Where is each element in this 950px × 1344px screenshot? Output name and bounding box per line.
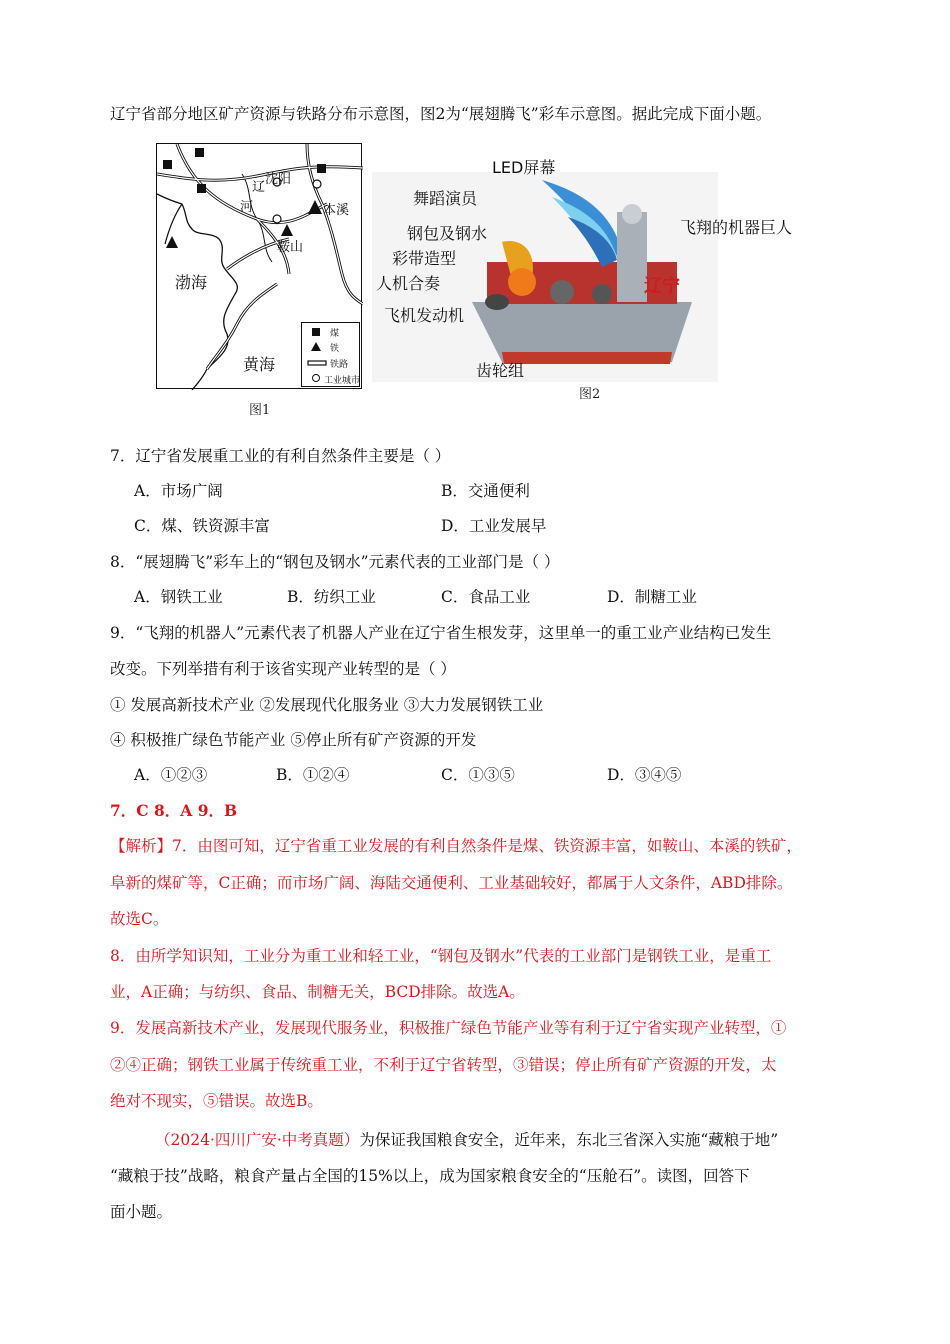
coal-marker — [163, 160, 172, 169]
fig2-label-ladle: 钢包及钢水 — [407, 224, 488, 243]
legend-coal-label: 煤 — [330, 329, 340, 339]
fig2-label-dancer: 舞蹈演员 — [413, 189, 478, 208]
analysis-line2: 阜新的煤矿等，C正确；而市场广阔、海陆交通便利、工业基础较好，都属于人文条件，ABD排除。 — [110, 874, 793, 892]
q9-stem-line1: 9．“飞翔的机器人”元素代表了机器人产业在辽宁省生根发芽，这里单一的重工业产业结构已发生 — [110, 624, 772, 642]
q9-option-b: B．①②④ — [276, 766, 350, 784]
legend-railway-label: 铁路 — [330, 360, 349, 370]
city-marker — [313, 180, 321, 188]
legend-iron-label: 铁 — [330, 344, 340, 354]
fig2-label-engine: 飞机发动机 — [384, 306, 465, 325]
figure2-caption: 图2 — [579, 387, 601, 402]
map-label-huanghai: 黄海 — [243, 355, 276, 374]
q9-stem-line2: 改变。下列举措有利于该省实现产业转型的是（ ） — [110, 660, 456, 678]
map-label-liao: 辽 — [252, 180, 266, 195]
q9-items-line1: ① 发展高新技术产业 ②发展现代化服务业 ③大力发展钢铁工业 — [110, 696, 544, 714]
legend-iron-icon — [311, 342, 321, 351]
q9-option-d: D．③④⑤ — [607, 766, 682, 784]
intro-text: 辽宁省部分地区矿产资源与铁路分布示意图，图2为“展翅腾飞”彩车示意图。据此完成下面小题。 — [110, 105, 772, 123]
q8-option-a: A．钢铁工业 — [134, 588, 223, 606]
coal-marker — [317, 164, 326, 173]
legend-coal-icon — [312, 328, 320, 336]
coal-marker — [197, 184, 206, 193]
next-intro-line2: “藏粮于技”战略，粮食产量占全国的15%以上，成为国家粮食安全的“压舱石”。读图，回答下 — [110, 1167, 750, 1185]
q8-stem: 8．“展翅腾飞”彩车上的“钢包及钢水”元素代表的工业部门是（ ） — [110, 553, 560, 571]
fig2-label-led: LED屏幕 — [492, 158, 556, 177]
q7-option-a: A．市场广阔 — [134, 482, 223, 500]
figure1-caption: 图1 — [249, 403, 271, 418]
q8-option-c: C．食品工业 — [441, 588, 531, 606]
analysis-line5: 业，A正确；与纺织、食品、制糖无关，BCD排除。故选A。 — [110, 983, 525, 1001]
q7-stem: 7．辽宁省发展重工业的有利自然条件主要是（ ） — [110, 447, 451, 465]
iron-marker — [281, 224, 293, 236]
next-intro-line1 — [155, 1130, 778, 1150]
analysis-line4: 8．由所学知识知，工业分为重工业和轻工业，“钢包及钢水”代表的工业部门是钢铁工业，是重工 — [110, 947, 772, 965]
map-label-benxi: 本溪 — [323, 203, 350, 218]
fig2-label-robot: 飞翔的机器巨人 — [680, 218, 793, 237]
fig2-label-human-machine: 人机合奏 — [376, 274, 441, 293]
analysis-line1: 【解析】7．由图可知，辽宁省重工业发展的有利自然条件是煤、铁资源丰富，如鞍山、本溪的铁矿， — [110, 837, 802, 855]
map-label-bohai: 渤海 — [175, 273, 208, 292]
q7-option-c: C．煤、铁资源丰富 — [134, 517, 270, 535]
map-label-anshan: 鞍山 — [277, 240, 304, 255]
q7-option-b: B．交通便利 — [441, 482, 530, 500]
answer-key: 7．C 8．A 9．B — [110, 801, 238, 820]
q8-option-b: B．纺织工业 — [287, 588, 376, 606]
city-marker — [273, 215, 281, 223]
map-label-shenyang: 沈阳 — [265, 172, 292, 187]
next-intro-line3: 面小题。 — [110, 1203, 173, 1221]
legend-city-icon — [313, 375, 320, 382]
coal-marker — [195, 148, 204, 157]
legend-railway-icon — [308, 361, 326, 365]
map-label-he: 河 — [240, 200, 254, 215]
legend-city-label: 工业城市 — [324, 376, 361, 386]
analysis-line7: ②④正确；钢铁工业属于传统重工业，不利于辽宁省转型，③错误；停止所有矿产资源的开发，太 — [110, 1056, 777, 1074]
q7-option-d: D．工业发展早 — [441, 517, 547, 535]
q9-option-a: A．①②③ — [134, 766, 208, 784]
fig2-label-gear: 齿轮组 — [476, 361, 525, 380]
fig2-label-ribbon: 彩带造型 — [392, 249, 457, 268]
analysis-line6: 9．发展高新技术产业，发展现代服务业，积极推广绿色节能产业等有利于辽宁省实现产业转型，① — [110, 1019, 787, 1037]
map-legend — [301, 322, 360, 387]
q8-option-d: D．制糖工业 — [607, 588, 697, 606]
liaoning-sign: 辽宁 — [644, 276, 680, 297]
iron-marker — [166, 236, 178, 248]
next-source: （2024·四川广安·中考真题） — [155, 1131, 360, 1149]
analysis-line8: 绝对不现实，⑤错误。故选B。 — [110, 1092, 323, 1110]
q9-items-line2: ④ 积极推广绿色节能产业 ⑤停止所有矿产资源的开发 — [110, 731, 477, 749]
q9-option-c: C．①③⑤ — [441, 766, 515, 784]
next-intro-text1: 为保证我国粮食安全，近年来，东北三省深入实施“藏粮于地” — [359, 1131, 779, 1149]
analysis-line3: 故选C。 — [110, 910, 169, 928]
